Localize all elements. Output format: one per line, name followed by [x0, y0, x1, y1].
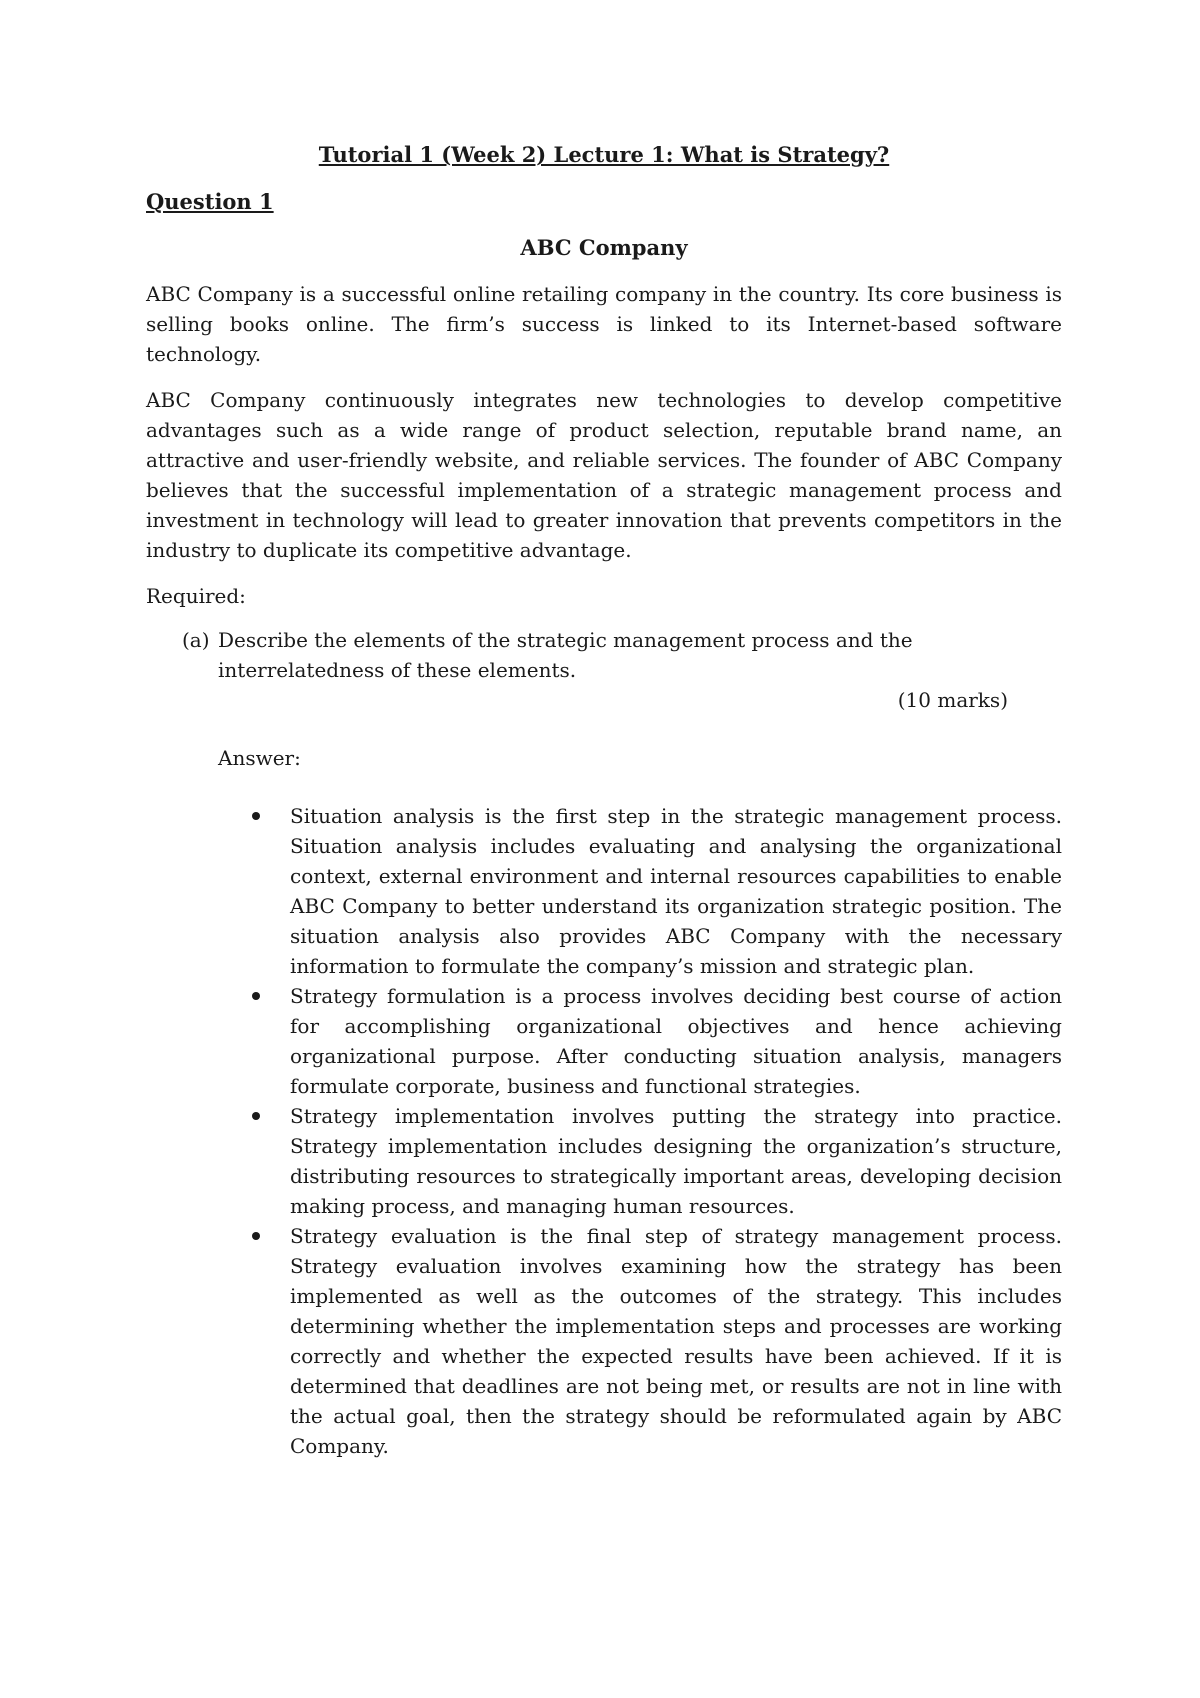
required-label: Required:: [146, 584, 246, 608]
bullet-icon: [218, 1101, 290, 1221]
answer-item: [218, 1221, 1062, 1461]
answer-text: Strategy implementation involves putting the strategy into practice. Strategy implementation includes designing the organization’s structure, distributing resources to strategically important areas, developing decision making process, and managing human resources.: [290, 1104, 1062, 1218]
document-content: [146, 140, 1062, 1461]
question-part-a: [182, 625, 1062, 685]
answer-text: Strategy evaluation is the final step of strategy management process. Strategy evaluation involves examining how the strategy has been implemented as well as the outcomes of the strategy. This includes determining whether the implementation steps and processes are working correctly and whether the expected results have been achieved. If it is determined that deadlines are not being met, or results are not in line with the actual goal, then the strategy should be reformulated again by ABC Company.: [290, 1224, 1062, 1458]
case-paragraph: ABC Company is a successful online retailing company in the country. Its core business is selling books online. The firm’s success is linked to its Internet-based software technology.: [146, 282, 1062, 366]
bullet-icon: [218, 981, 290, 1101]
answer-item: [218, 801, 1062, 981]
case-title: ABC Company: [520, 235, 688, 260]
answer-list: [218, 801, 1062, 1461]
answer-text: Situation analysis is the first step in the strategic management process. Situation analysis includes evaluating and analysing the organizational context, external environment and internal resources capabilities to enable ABC Company to better understand its organization strategic position. The situation analysis also provides ABC Company with the necessary information to formulate the company’s mission and strategic plan.: [290, 804, 1062, 978]
bullet-icon: [218, 1221, 290, 1461]
document-title: Tutorial 1 (Week 2) Lecture 1: What is Strategy?: [318, 142, 890, 167]
part-label: (a): [182, 628, 210, 652]
case-paragraph: ABC Company continuously integrates new technologies to develop competitive advantages such as a wide range of product selection, reputable brand name, an attractive and user-friendly website, and reliable services. The founder of ABC Company believes that the successful implementation of a strategic management process and investment in technology will lead to greater innovation that prevents competitors in the industry to duplicate its competitive advantage.: [146, 388, 1062, 562]
question-heading: Question 1: [146, 189, 274, 214]
answer-item: [218, 981, 1062, 1101]
answer-label: Answer:: [218, 746, 301, 770]
answer-text: Strategy formulation is a process involves deciding best course of action for accomplishing organizational objectives and hence achieving organizational purpose. After conducting situation analysis, managers formulate corporate, business and functional strategies.: [290, 984, 1062, 1098]
part-text: Describe the elements of the strategic management process and the interrelatedness of these elements.: [218, 628, 913, 682]
answer-item: [218, 1101, 1062, 1221]
part-marks: (10 marks): [897, 688, 1008, 712]
bullet-icon: [218, 801, 290, 981]
